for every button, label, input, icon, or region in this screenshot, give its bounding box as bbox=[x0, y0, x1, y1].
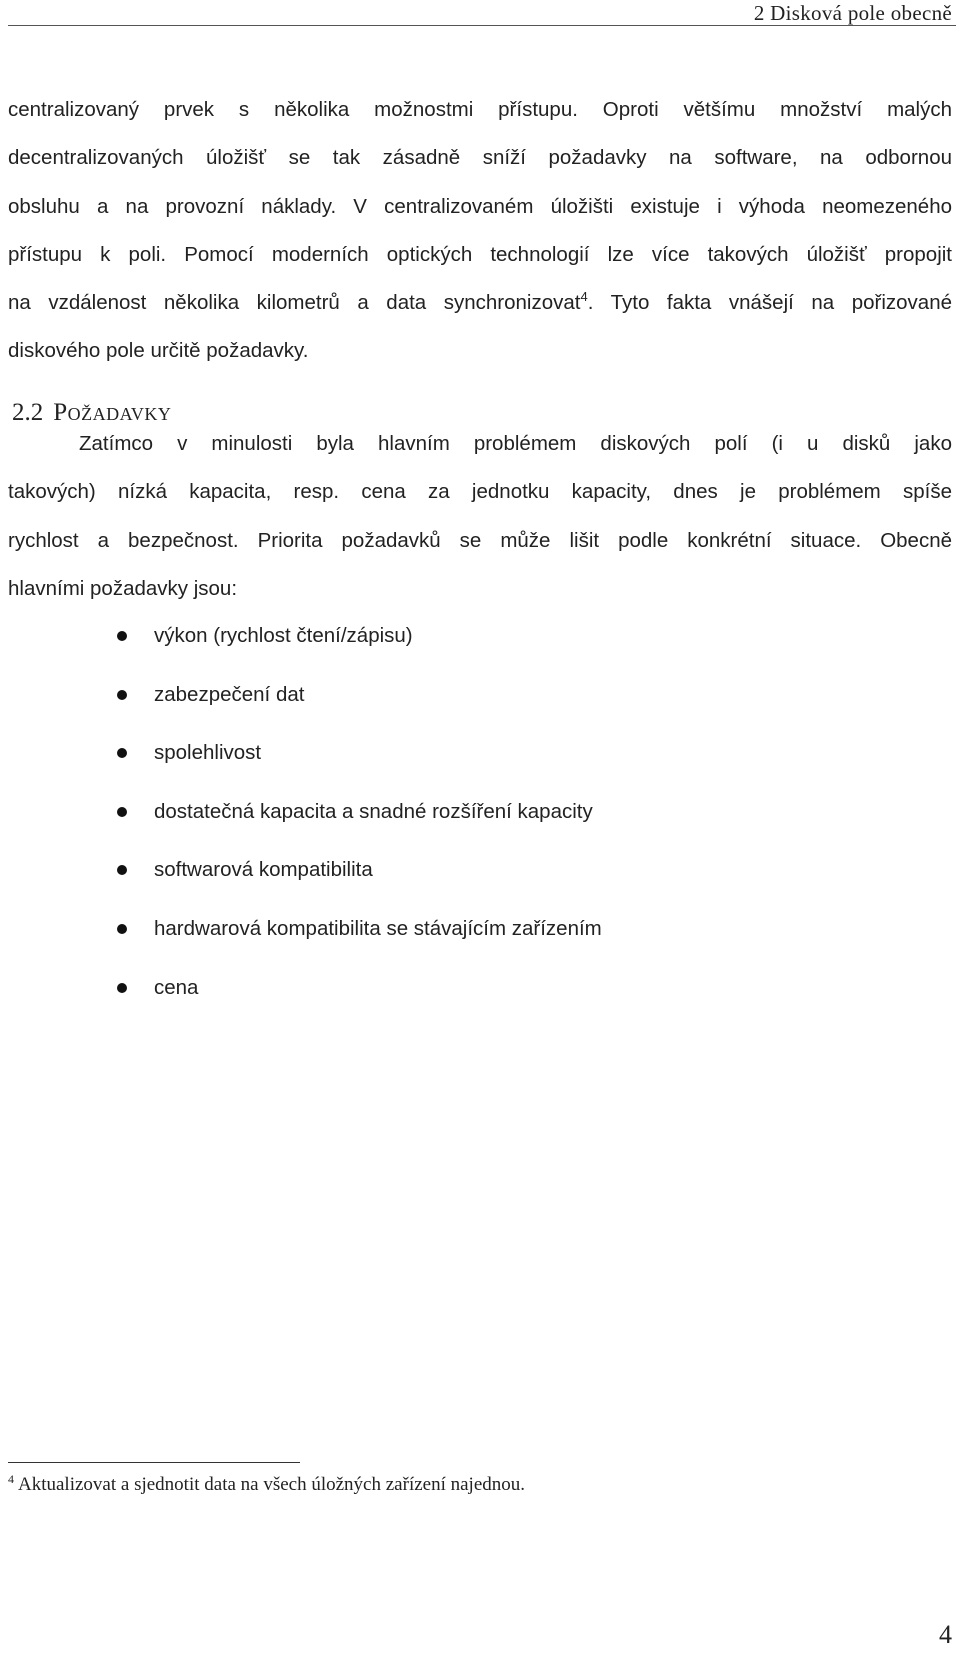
list-item bbox=[0, 671, 960, 730]
requirements-list bbox=[0, 612, 960, 1022]
paragraph-line-with-footnote bbox=[8, 279, 952, 327]
paragraph-line: Zatímco v minulosti byla hlavním problémem diskových polí (i u disků jako bbox=[79, 432, 952, 455]
running-header: 2 Disková pole obecně bbox=[753, 1, 952, 25]
footnote-separator bbox=[8, 1462, 300, 1463]
list-item-label: výkon (rychlost čtení/zápisu) bbox=[154, 624, 413, 647]
list-item bbox=[0, 788, 960, 847]
bullet-icon bbox=[117, 924, 127, 934]
paragraph-line: rychlost a bezpečnost. Priorita požadavků se může lišit podle konkrétní situace. Obecně bbox=[8, 528, 952, 552]
page-number: 4 bbox=[939, 1620, 952, 1649]
list-item bbox=[0, 964, 960, 1023]
list-item-label: zabezpečení dat bbox=[154, 682, 305, 706]
bullet-icon bbox=[117, 865, 127, 875]
paragraph-line: centralizovaný prvek s několika možnostmi přístupu. Oproti většímu množství malých bbox=[8, 98, 952, 121]
list-item-label: hardwarová kompatibilita se stávajícím zařízením bbox=[154, 916, 602, 940]
list-item bbox=[0, 729, 960, 788]
bullet-icon bbox=[117, 807, 127, 817]
paragraph-line: takových) nízká kapacita, resp. cena za jednotku kapacity, dnes je problémem spíše bbox=[8, 480, 952, 504]
paragraph-line: diskového pole určitě požadavky. bbox=[8, 339, 309, 363]
footnote-marker: 4 bbox=[8, 1471, 14, 1486]
paragraph-line: decentralizovaných úložišť se tak zásadně sníží požadavky na software, na odbornou bbox=[8, 146, 952, 170]
footnote bbox=[8, 1471, 526, 1496]
list-item-label: spolehlivost bbox=[154, 741, 262, 765]
paragraph-line: obsluhu a na provozní náklady. V centralizovaném úložišti existuje i výhoda neomezeného bbox=[8, 194, 952, 218]
footnote-text: Aktualizovat a sjednotit data na všech úložných zařízení najednou. bbox=[18, 1474, 526, 1495]
bullet-icon bbox=[117, 983, 127, 993]
paragraph-line: přístupu k poli. Pomocí moderních optických technologií lze více takových úložišť propojit bbox=[8, 242, 952, 266]
list-item-label: softwarová kompatibilita bbox=[154, 858, 373, 882]
header-rule bbox=[8, 25, 956, 26]
paragraph-line-part: na vzdálenost několika kilometrů a data synchronizovat bbox=[8, 291, 581, 315]
list-item bbox=[0, 846, 960, 905]
list-item-label: dostatečná kapacita a snadné rozšíření kapacity bbox=[154, 799, 593, 823]
intro-paragraph bbox=[8, 86, 952, 376]
list-item bbox=[0, 612, 960, 671]
list-item bbox=[0, 905, 960, 964]
list-item-label: cena bbox=[154, 975, 199, 999]
requirements-paragraph bbox=[8, 420, 952, 613]
bullet-icon bbox=[117, 631, 127, 641]
section-number: 2.2 bbox=[12, 399, 44, 426]
paragraph-line-part: . Tyto fakta vnášejí na pořizované bbox=[587, 291, 953, 315]
footnote-reference[interactable]: 4 bbox=[580, 289, 588, 305]
bullet-icon bbox=[117, 748, 127, 758]
section-title: Požadavky bbox=[53, 399, 172, 426]
bullet-icon bbox=[117, 690, 127, 700]
paragraph-line: hlavními požadavky jsou: bbox=[8, 576, 238, 600]
